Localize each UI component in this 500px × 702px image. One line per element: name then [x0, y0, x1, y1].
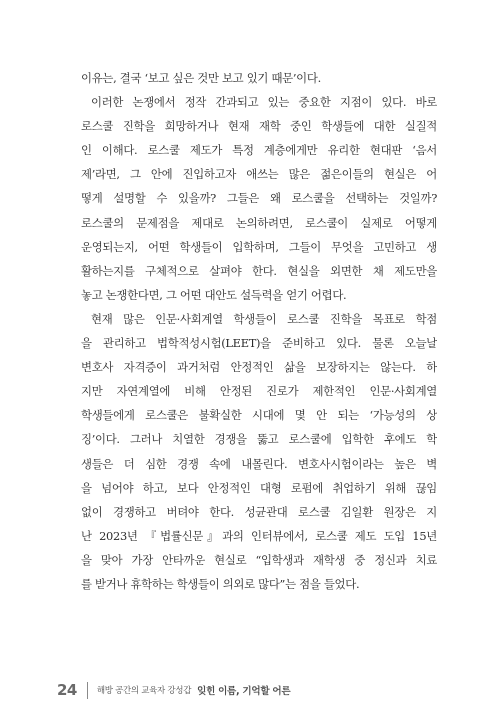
text-line: 징’이다. 그러나 치열한 경쟁을 뚫고 로스쿨에 입학한 후에도 학 [81, 432, 437, 447]
page-footer [57, 678, 290, 702]
text-line: 로스쿨 진학을 희망하거나 현재 재학 중인 학생들에 대한 실질적 [81, 119, 437, 134]
text-line: 로스쿨의 문제점을 제대로 논의하려면, 로스쿨이 실제로 어떻게 [81, 215, 437, 230]
text-line: 생들은 더 심한 경쟁 속에 내몰린다. 변호사시험이라는 높은 벽 [81, 456, 437, 471]
text-line: 을 관리하고 법학적성시험(LEET)을 준비하고 있다. 물론 오늘날 [81, 336, 437, 351]
text-line: 난 2023년 『법률신문』과의 인터뷰에서, 로스쿨 제도 도입 15년 [81, 528, 437, 543]
series-title: 해방 공간의 교육자 강성갑 [96, 686, 192, 696]
body-text [81, 66, 437, 596]
text-line: 놓고 논쟁한다면, 그 어떤 대안도 설득력을 얻기 어렵다. [81, 287, 347, 302]
text-line: 떻게 설명할 수 있을까? 그들은 왜 로스쿨을 선택하는 것일까? [81, 191, 437, 206]
text-line: 을 맞아 가장 안타까운 현실로 “입학생과 재학생 중 정신과 치료 [81, 552, 437, 567]
text-line: 학생들에게 로스쿨은 불확실한 시대에 몇 안 되는 ‘가능성의 상 [81, 408, 437, 423]
text-line: 변호사 자격증이 과거처럼 안정적인 삶을 보장하지는 않는다. 하 [81, 360, 437, 375]
book-title: 잊힌 이름, 기억할 어른 [197, 686, 291, 697]
text-line: 운영되는지, 어떤 학생들이 입학하며, 그들이 무엇을 고민하고 생 [81, 239, 437, 254]
text-line: 를 받거나 휴학하는 학생들이 의외로 많다”는 점을 들었다. [81, 576, 360, 591]
page-number: 24 [57, 681, 77, 699]
paragraph-first-line: 이러한 논쟁에서 정작 간과되고 있는 중요한 지점이 있다. 바로 [91, 95, 437, 110]
text-line: 이유는, 결국 ‘보고 싶은 것만 보고 있기 때문’이다. [81, 71, 321, 85]
text-line: 제’라면, 그 안에 진입하고자 애쓰는 많은 젊은이들의 현실은 어 [81, 167, 437, 182]
text-line: 을 넘어야 하고, 보다 안정적인 대형 로펌에 취업하기 위해 끊임 [81, 480, 437, 495]
text-line: 인 이해다. 로스쿨 제도가 특정 계층에게만 유리한 현대판 ‘음서 [81, 143, 437, 158]
text-line: 지만 자연계열에 비해 안정된 진로가 제한적인 인문·사회계열 [81, 384, 437, 399]
paragraph-first-line: 현재 많은 인문·사회계열 학생들이 로스쿨 진학을 목표로 학점 [91, 311, 437, 326]
text-line: 활하는지를 구체적으로 살펴야 한다. 현실을 외면한 채 제도만을 [81, 263, 437, 278]
text-line: 없이 경쟁하고 버텨야 한다. 성균관대 로스쿨 김일환 원장은 지 [81, 504, 437, 519]
footer-divider [87, 682, 88, 699]
